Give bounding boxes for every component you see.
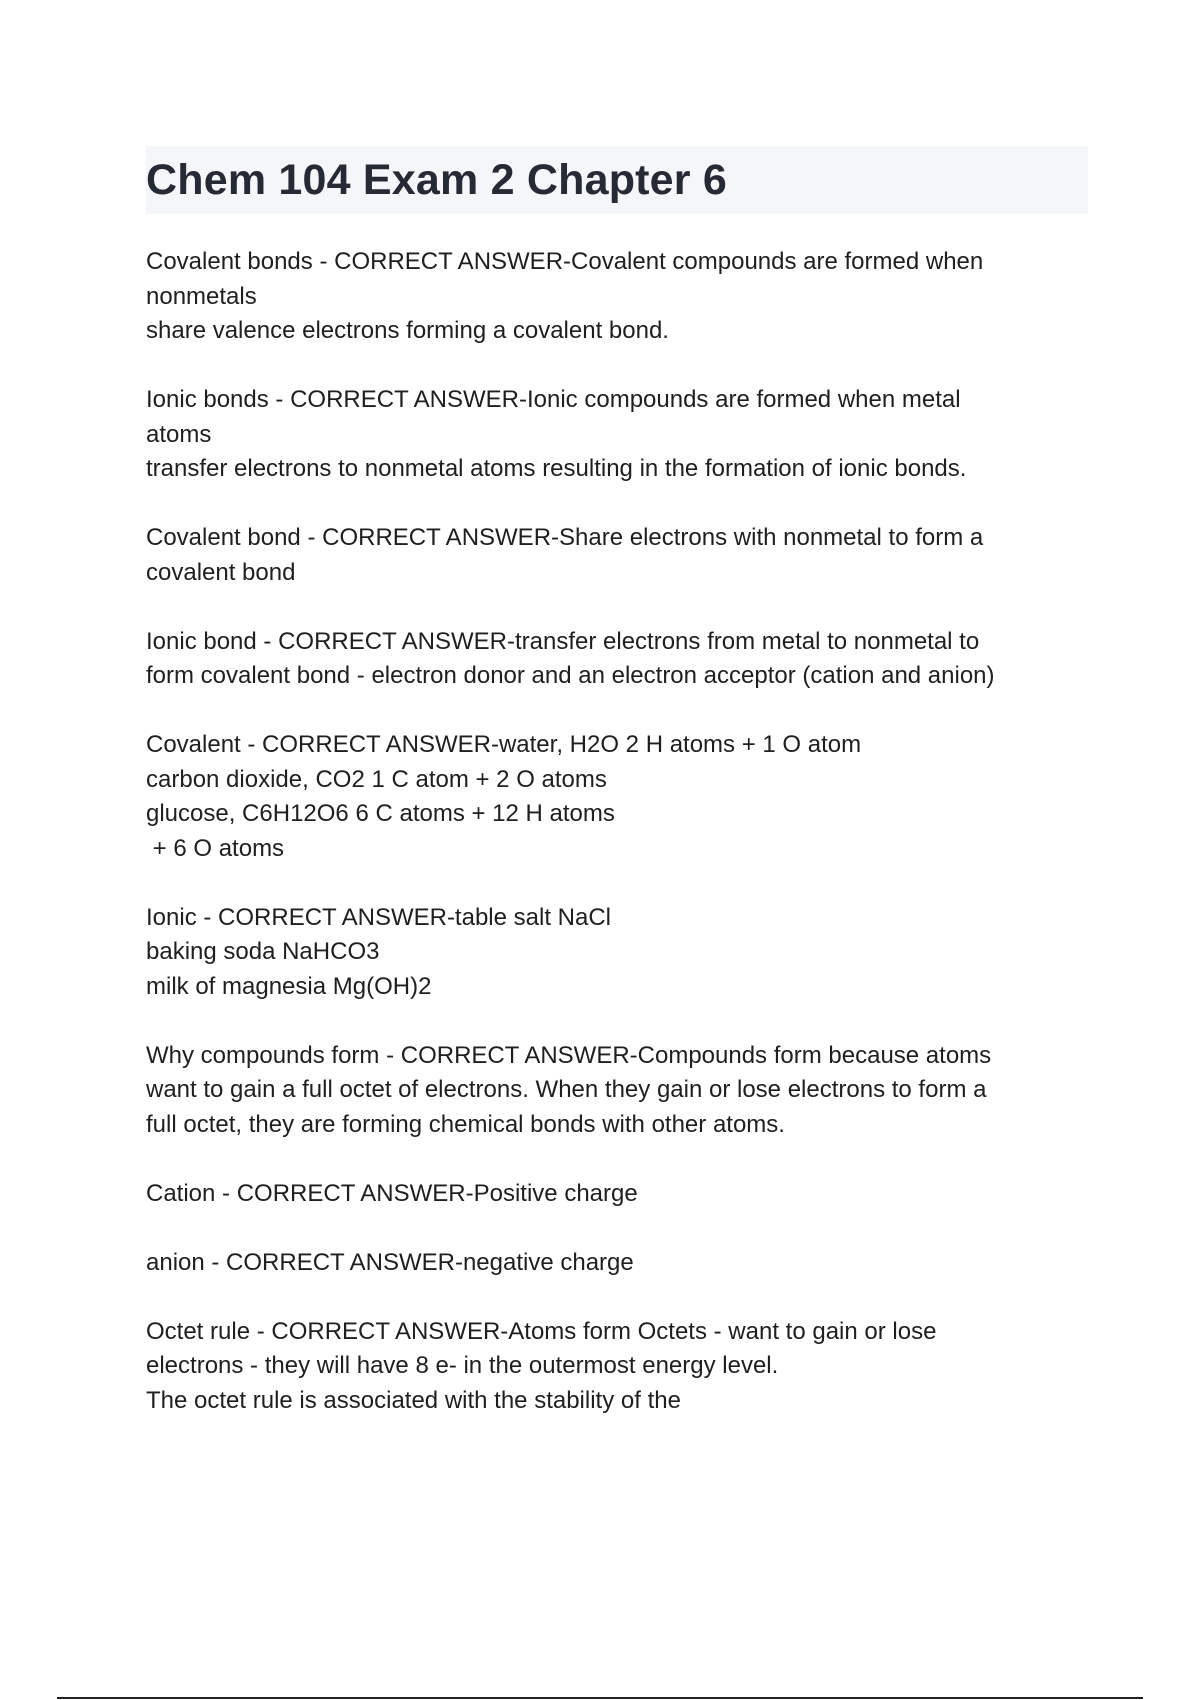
flashcard-entry — [146, 625, 1086, 694]
entry-line: want to gain a full octet of electrons. When they gain or lose electrons to form a — [146, 1076, 987, 1103]
entry-line: form covalent bond - electron donor and an electron acceptor (cation and anion) — [146, 662, 995, 689]
entry-line: covalent bond — [146, 558, 296, 586]
entry-line: nonmetals — [146, 282, 257, 310]
flashcard-entry — [146, 1246, 1086, 1281]
entry-line: full octet, they are forming chemical bonds with other atoms. — [146, 1110, 785, 1138]
flashcard-entry — [146, 1177, 1086, 1212]
flashcard-entry — [146, 521, 1086, 590]
flashcard-entry — [146, 1315, 1086, 1419]
page-title: Chem 104 Exam 2 Chapter 6 — [146, 156, 727, 204]
entry-line: Ionic - CORRECT ANSWER-table salt NaCl — [146, 903, 611, 931]
flashcard-entry — [146, 1039, 1086, 1143]
entry-line: milk of magnesia Mg(OH)2 — [146, 972, 432, 1000]
entry-line: transfer electrons to nonmetal atoms resulting in the formation of ionic bonds. — [146, 455, 967, 482]
entry-line: Covalent bonds - CORRECT ANSWER-Covalent compounds are formed when — [146, 248, 984, 275]
entry-line: carbon dioxide, CO2 1 C atom + 2 O atoms — [146, 765, 607, 793]
entry-line: + 6 O atoms — [146, 834, 285, 862]
flashcard-entry — [146, 383, 1086, 487]
entry-line: anion - CORRECT ANSWER-negative charge — [146, 1248, 634, 1276]
entry-line: Ionic bond - CORRECT ANSWER-transfer electrons from metal to nonmetal to — [146, 627, 980, 655]
entry-line: atoms — [146, 420, 212, 448]
title-bar — [146, 146, 1088, 214]
entry-line: share valence electrons forming a covalent bond. — [146, 317, 669, 344]
flashcard-entry — [146, 728, 1086, 866]
entry-line: Why compounds form - CORRECT ANSWER-Compounds form because atoms — [146, 1041, 992, 1069]
entry-line: Cation - CORRECT ANSWER-Positive charge — [146, 1179, 638, 1207]
footer-divider — [57, 1697, 1143, 1699]
entry-line: glucose, C6H12O6 6 C atoms + 12 H atoms — [146, 800, 615, 827]
entry-line: electrons - they will have 8 e- in the outermost energy level. — [146, 1352, 779, 1379]
entry-line: Covalent bond - CORRECT ANSWER-Share electrons with nonmetal to form a — [146, 524, 984, 551]
entry-line: Covalent - CORRECT ANSWER-water, H2O 2 H atoms + 1 O atom — [146, 731, 862, 758]
entry-line: The octet rule is associated with the stability of the — [146, 1386, 681, 1414]
flashcard-list — [146, 245, 1086, 1453]
flashcard-entry — [146, 901, 1086, 1005]
entry-line: Ionic bonds - CORRECT ANSWER-Ionic compounds are formed when metal — [146, 386, 961, 413]
entry-line: baking soda NaHCO3 — [146, 938, 380, 965]
flashcard-entry — [146, 245, 1086, 349]
entry-line: Octet rule - CORRECT ANSWER-Atoms form Octets - want to gain or lose — [146, 1317, 937, 1345]
